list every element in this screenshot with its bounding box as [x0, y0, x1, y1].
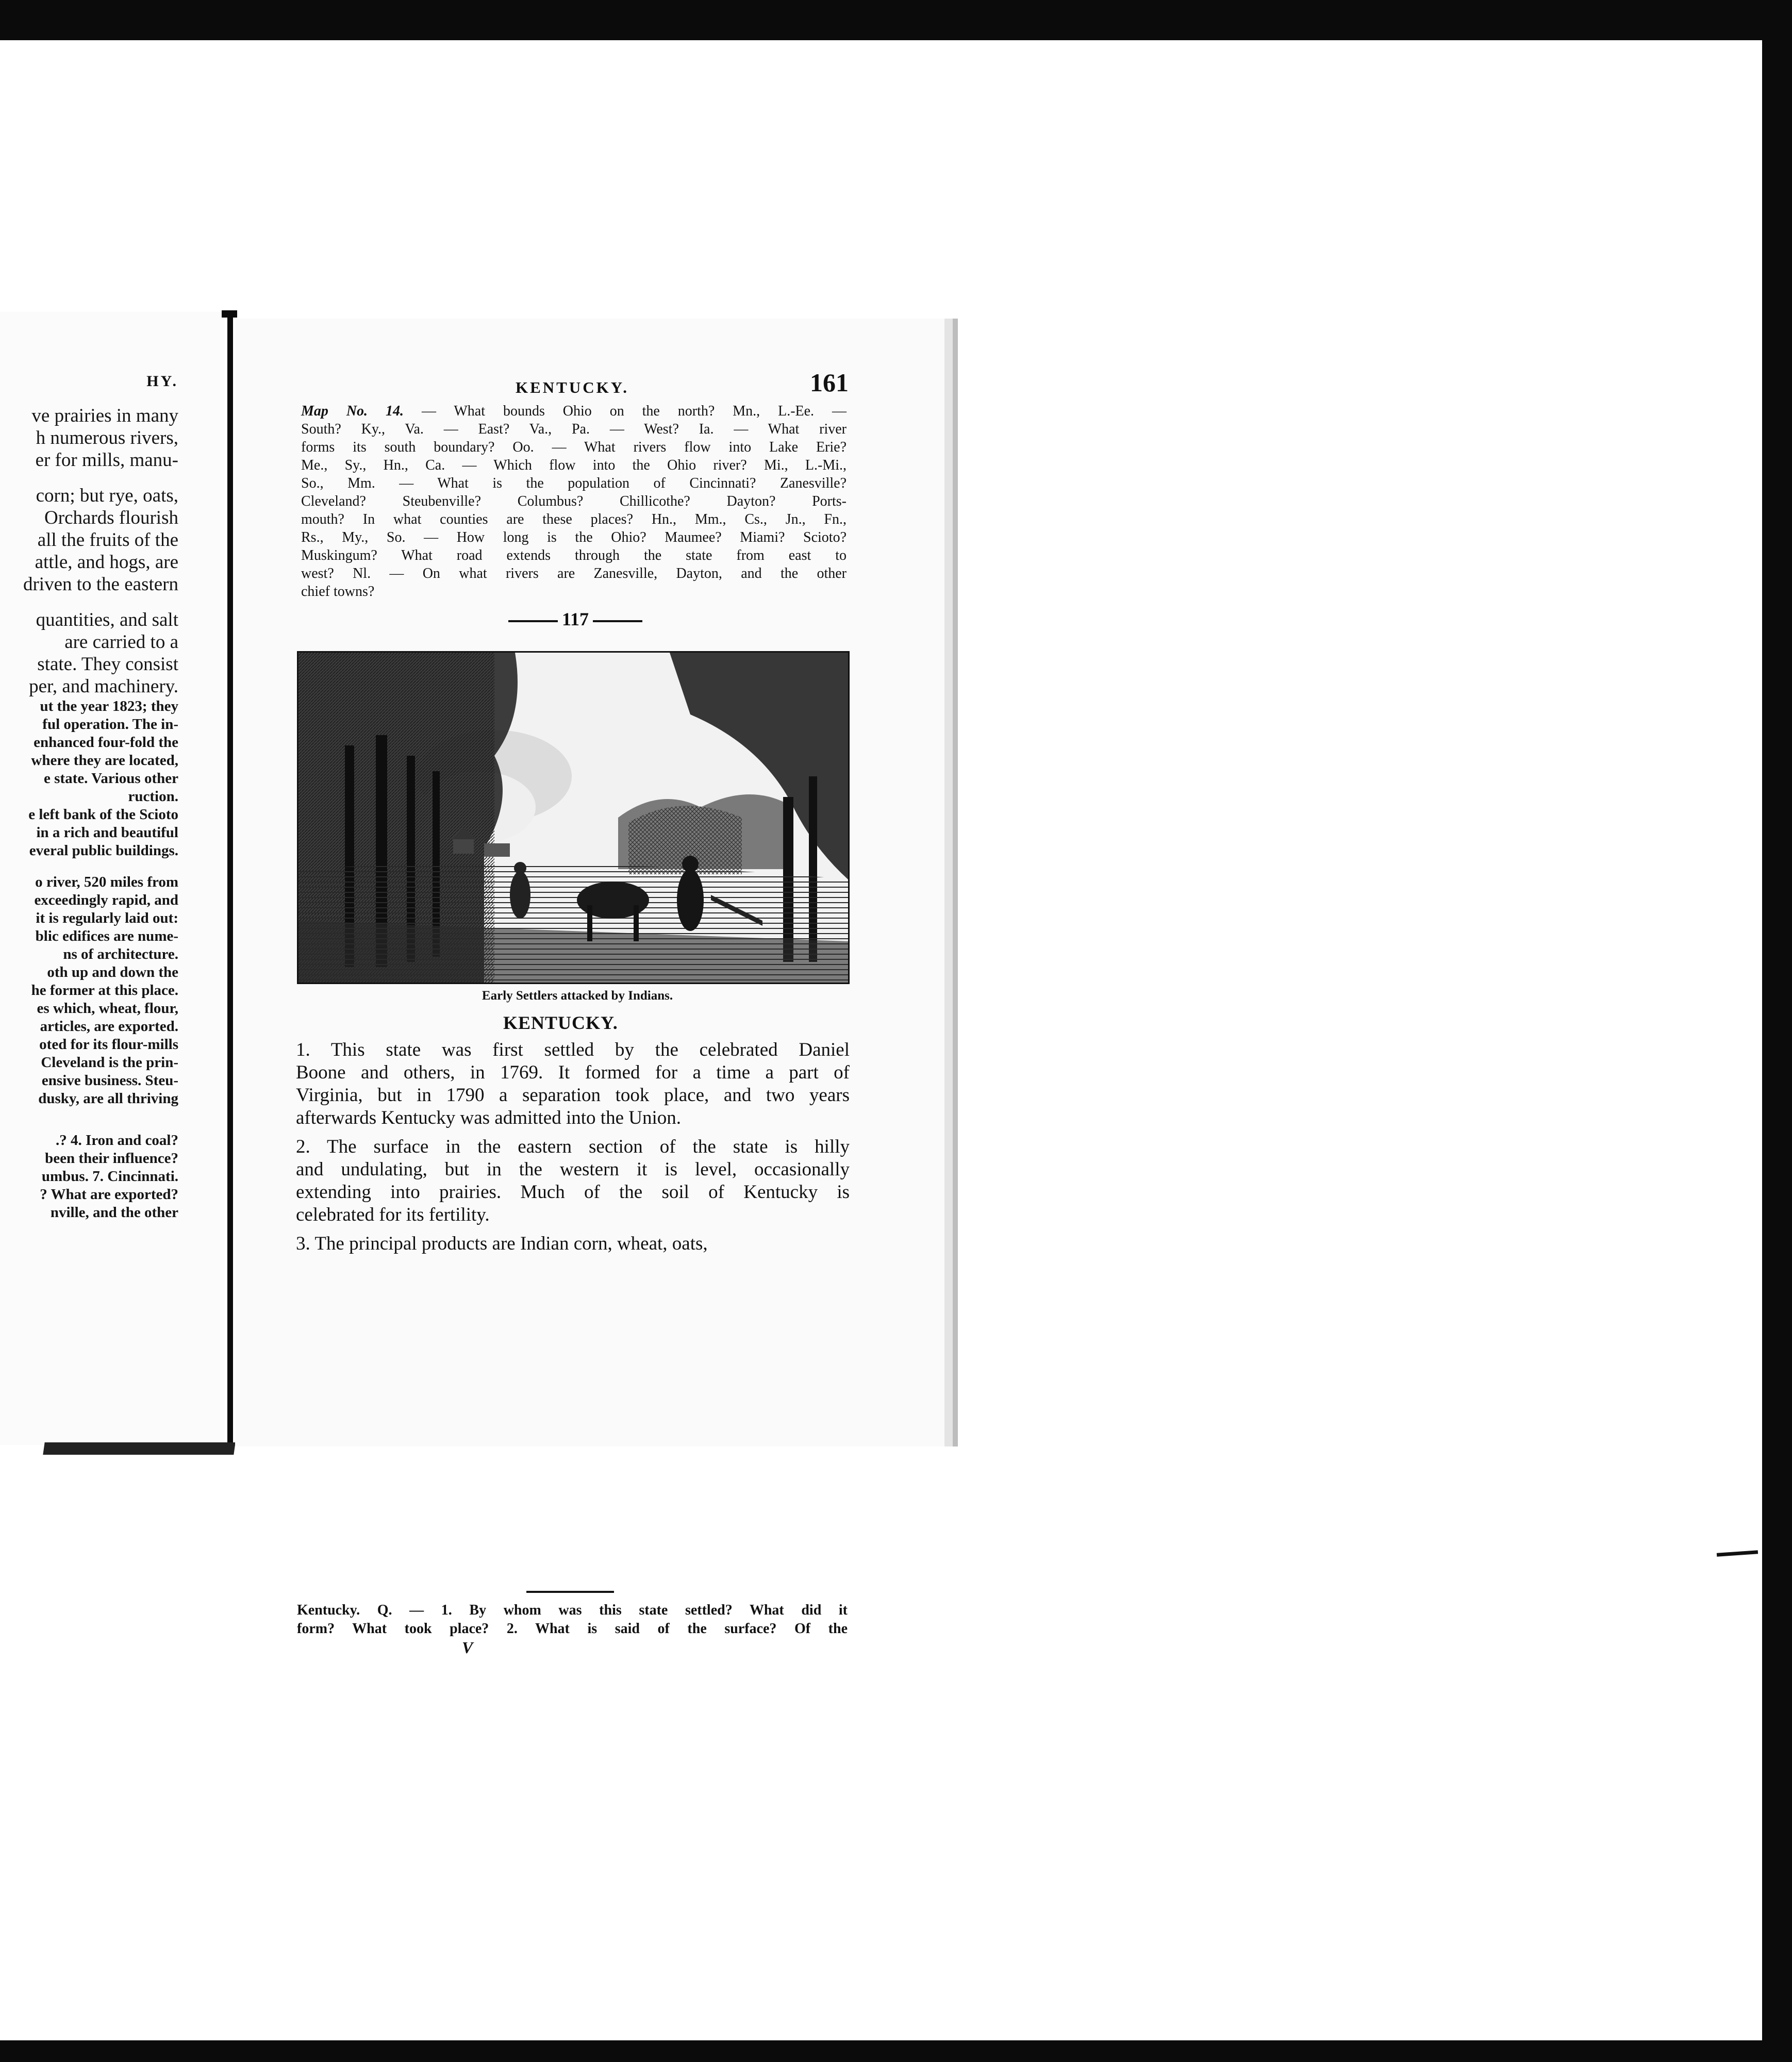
- left-text-line: exceedingly rapid, and: [34, 892, 178, 908]
- left-text-line: where they are located,: [31, 752, 178, 769]
- map-question-text: — What bounds Ohio on the north? Mn., L.-Ee. —: [421, 403, 847, 419]
- body-text: [296, 1039, 850, 1255]
- map-question-text: Muskingum? What road extends through the state from east to: [301, 547, 847, 563]
- left-text-line: ful operation. The in-: [42, 716, 178, 733]
- body-line: afterwards Kentucky was admitted into the Union.: [296, 1107, 681, 1128]
- book-spine: [227, 312, 233, 1445]
- engraving-illustration: [297, 651, 850, 984]
- map-question-line: [301, 474, 847, 492]
- left-text-line: h numerous rivers,: [36, 427, 178, 448]
- left-text-line: es which, wheat, flour,: [37, 1000, 178, 1017]
- left-text-line: e left bank of the Scioto: [28, 806, 178, 823]
- body-line: 3. The principal products are Indian corn, wheat, oats,: [296, 1233, 708, 1254]
- paragraph-gap: [296, 1129, 850, 1136]
- body-line: extending into prairies. Much of the soil of Kentucky is: [296, 1182, 850, 1203]
- body-line: 1. This state was first settled by the celebrated Daniel: [296, 1039, 850, 1060]
- left-text-line: corn; but rye, oats,: [36, 485, 178, 506]
- left-running-head: HY.: [146, 373, 178, 390]
- map-question-line: [301, 510, 847, 528]
- map-questions: [301, 402, 847, 601]
- section-number-marker: [488, 608, 663, 630]
- left-text-line: ensive business. Steu-: [41, 1072, 178, 1089]
- left-text-line: dusky, are all thriving: [38, 1090, 178, 1107]
- map-question-line: [301, 564, 847, 583]
- map-questions-lines: [301, 402, 847, 601]
- map-question-line: [301, 546, 847, 564]
- map-question-text: chief towns?: [301, 584, 375, 600]
- map-question-line: [301, 528, 847, 546]
- marker-bar-left: [508, 620, 558, 622]
- left-text-line: state. They consist: [37, 654, 178, 675]
- left-text-line: blic edifices are nume-: [35, 928, 178, 944]
- left-page-text: [0, 405, 178, 1222]
- left-text-line: .? 4. Iron and coal?: [56, 1132, 178, 1149]
- left-text-line: per, and machinery.: [29, 676, 178, 697]
- section-title: KENTUCKY.: [503, 1012, 618, 1033]
- right-page: [235, 319, 953, 1657]
- map-question-text: So., Mm. — What is the population of Cincinnati? Zanesville?: [301, 475, 847, 491]
- body-line: and undulating, but in the western it is level, occasionally: [296, 1159, 850, 1180]
- map-label: Map No. 14.: [301, 403, 404, 419]
- left-text-line: [0, 595, 178, 609]
- footnote-rule: [526, 1591, 614, 1593]
- engraving-picture: [298, 653, 848, 983]
- footnote-line: Kentucky. Q. — 1. By whom was this state settled? What did it: [297, 1602, 848, 1618]
- left-text-line: are carried to a: [64, 631, 178, 653]
- left-text-line: e state. Various other: [44, 770, 178, 787]
- left-text-line: ? What are exported?: [40, 1186, 178, 1203]
- map-question-line: [301, 456, 847, 474]
- left-text-line: oth up and down the: [47, 964, 178, 980]
- map-question-text: mouth? In what counties are these places? Hn., Mm., Cs., Jn., Fn.,: [301, 511, 847, 527]
- map-question-line: [301, 402, 847, 420]
- map-question-line: [301, 492, 847, 510]
- left-text-line: he former at this place.: [31, 982, 178, 999]
- left-text-line: driven to the eastern: [23, 574, 178, 595]
- left-text-line: ns of architecture.: [63, 946, 178, 962]
- marker-bar-right: [593, 620, 642, 622]
- left-text-line: nville, and the other: [50, 1204, 178, 1221]
- left-text-line: it is regularly laid out:: [36, 910, 178, 926]
- left-text-line: ut the year 1823; they: [40, 698, 178, 714]
- body-line: 2. The surface in the eastern section of the state is hilly: [296, 1136, 850, 1157]
- signature-mark: V: [462, 1638, 473, 1657]
- map-question-line: [301, 420, 847, 438]
- left-text-line: [0, 1118, 178, 1132]
- map-question-line: [301, 583, 847, 601]
- left-text-line: attle, and hogs, are: [35, 552, 178, 573]
- left-text-line: [0, 1108, 178, 1118]
- map-question-text: forms its south boundary? Oo. — What rivers flow into Lake Erie?: [301, 439, 847, 455]
- body-line: Boone and others, in 1769. It formed for a time a part of: [296, 1062, 850, 1083]
- page-shadow: [43, 1442, 235, 1455]
- left-text-line: in a rich and beautiful: [36, 824, 178, 841]
- map-question-line: [301, 438, 847, 456]
- left-text-line: all the fruits of the: [37, 529, 178, 551]
- marker-number: 117: [561, 609, 589, 629]
- paragraph-gap: [296, 1226, 850, 1233]
- left-text-line: ruction.: [128, 788, 178, 805]
- map-question-text: Me., Sy., Hn., Ca. — Which flow into the Ohio river? Mi., L.-Mi.,: [301, 457, 847, 473]
- body-line: Virginia, but in 1790 a separation took place, and two years: [296, 1085, 850, 1106]
- left-text-line: been their influence?: [45, 1150, 178, 1167]
- left-text-line: everal public buildings.: [29, 842, 178, 859]
- left-text-line: quantities, and salt: [36, 609, 178, 630]
- page-number: 161: [810, 368, 849, 397]
- left-text-line: ve prairies in many: [31, 405, 178, 426]
- illustration-caption: Early Settlers attacked by Indians.: [482, 989, 673, 1003]
- body-line: celebrated for its fertility.: [296, 1204, 490, 1225]
- left-text-line: oted for its flour-mills: [39, 1036, 178, 1053]
- map-question-text: Rs., My., So. — How long is the Ohio? Maumee? Miami? Scioto?: [301, 529, 847, 545]
- left-text-line: [0, 860, 178, 873]
- left-text-line: Cleveland is the prin-: [41, 1054, 178, 1071]
- left-text-line: [0, 471, 178, 485]
- map-question-text: South? Ky., Va. — East? Va., Pa. — West? Ia. — What river: [301, 421, 847, 437]
- map-question-text: west? Nl. — On what rivers are Zanesville, Dayton, and the other: [301, 566, 847, 581]
- left-text-line: enhanced four-fold the: [34, 734, 178, 751]
- left-page: [0, 312, 225, 1445]
- running-head: KENTUCKY.: [516, 378, 629, 396]
- left-text-line: umbus. 7. Cincinnati.: [41, 1168, 178, 1185]
- footnote-questions: [297, 1601, 848, 1638]
- left-text-line: o river, 520 miles from: [35, 874, 178, 890]
- footnote-line: form? What took place? 2. What is said of the surface? Of the: [297, 1621, 848, 1637]
- book-spine-top: [222, 310, 237, 318]
- left-text-line: er for mills, manu-: [35, 450, 178, 471]
- left-text-line: articles, are exported.: [40, 1018, 178, 1035]
- map-question-text: Cleveland? Steubenville? Columbus? Chillicothe? Dayton? Ports-: [301, 493, 847, 509]
- left-text-line: Orchards flourish: [44, 507, 178, 528]
